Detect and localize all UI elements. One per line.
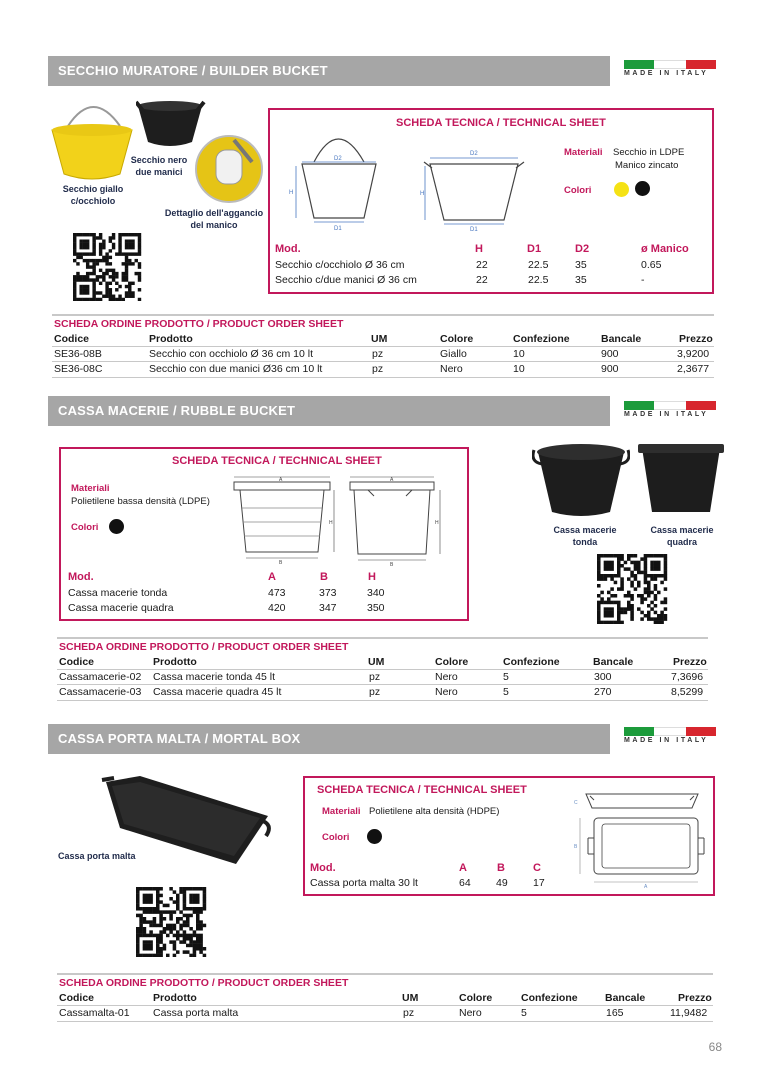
svg-text:A: A	[279, 477, 283, 483]
page-number: 68	[708, 1040, 722, 1054]
caption-black-bucket: Secchio nero due manici	[130, 155, 188, 177]
made-in-italy-flag: MADE IN ITALY	[624, 401, 716, 419]
section-title-rubble-bucket: CASSA MACERIE / RUBBLE BUCKET	[48, 396, 610, 426]
tech-header-d2: D2	[575, 243, 590, 255]
divider	[57, 973, 713, 975]
square-rubble-bucket-image	[636, 438, 726, 518]
materials-label: Materiali	[71, 483, 110, 494]
svg-text:A: A	[644, 884, 648, 888]
divider	[52, 314, 714, 316]
round-bucket-diagram	[288, 126, 388, 232]
materials-value: Polietilene alta densità (HDPE)	[369, 806, 500, 817]
qr-code-rubble[interactable]	[597, 554, 669, 624]
label-d2: D2	[334, 156, 342, 162]
colors-label: Colori	[71, 522, 99, 533]
svg-text:B: B	[574, 844, 578, 850]
mortar-box-diagram	[572, 788, 708, 888]
svg-text:C: C	[574, 800, 578, 806]
color-swatch-black	[635, 181, 650, 196]
made-in-italy-label: MADE IN ITALY	[624, 70, 709, 77]
section-title-builder-bucket: SECCHIO MURATORE / BUILDER BUCKET	[48, 56, 610, 86]
tech-header-a: A	[459, 862, 467, 874]
caption-square-rubble: Cassa macerie quadra	[650, 525, 714, 547]
made-in-italy-flag	[624, 60, 716, 78]
made-in-italy-flag: MADE IN ITALY	[624, 727, 716, 745]
tech-header-b: B	[497, 862, 505, 874]
materials-label: Materiali	[322, 806, 361, 817]
tech-header-c: C	[533, 862, 541, 874]
tech-header-d1: D1	[527, 243, 542, 255]
materials-value-1: Secchio in LDPE	[613, 147, 685, 158]
tech-header-a: A	[268, 571, 276, 583]
svg-text:D2: D2	[470, 151, 478, 157]
colors-label: Colori	[564, 185, 592, 196]
label-h: H	[289, 190, 294, 196]
svg-text:D1: D1	[470, 227, 478, 232]
caption-yellow-bucket: Secchio giallo c/occhiolo	[62, 184, 124, 206]
handle-detail-image	[194, 134, 264, 204]
svg-text:B: B	[390, 562, 394, 566]
caption-round-rubble: Cassa macerie tonda	[553, 525, 617, 547]
color-swatch-black	[109, 519, 124, 534]
tech-sheet-title: SCHEDA TECNICA / TECHNICAL SHEET	[172, 455, 382, 467]
tech-header-b: B	[320, 571, 328, 583]
caption-mortar-box: Cassa porta malta	[58, 851, 136, 861]
svg-text:H: H	[435, 520, 439, 526]
divider	[57, 637, 708, 639]
svg-text:H: H	[329, 520, 333, 526]
color-swatch-yellow	[614, 182, 629, 197]
tech-header-mod: Mod.	[275, 243, 301, 255]
color-swatch-black	[367, 829, 382, 844]
tech-header-h: H	[475, 243, 483, 255]
tech-header-mod: Mod.	[310, 862, 336, 874]
caption-handle-detail: Dettaglio dell'aggancio del manico	[164, 208, 264, 230]
materials-value-2: Manico zincato	[615, 160, 679, 171]
colors-label: Colori	[322, 832, 350, 843]
qr-code-builder[interactable]	[73, 233, 145, 301]
order-sheet-title: SCHEDA ORDINE PRODOTTO / PRODUCT ORDER SHEET	[59, 641, 349, 653]
tech-sheet-title: SCHEDA TECNICA / TECHNICAL SHEET	[317, 784, 527, 796]
tech-header-mod: Mod.	[68, 571, 94, 583]
svg-text:H: H	[420, 191, 425, 197]
materials-label: Materiali	[564, 147, 603, 158]
label-d1: D1	[334, 226, 342, 232]
square-rubble-diagram	[346, 474, 446, 566]
svg-text:A: A	[390, 477, 394, 483]
qr-code-mortar[interactable]	[136, 887, 208, 957]
round-rubble-diagram	[228, 474, 338, 566]
section-title-mortar-box: CASSA PORTA MALTA / MORTAL BOX	[48, 724, 610, 754]
order-sheet-title: SCHEDA ORDINE PRODOTTO / PRODUCT ORDER SHEET	[59, 977, 349, 989]
order-sheet-title: SCHEDA ORDINE PRODOTTO / PRODUCT ORDER SHEET	[54, 318, 344, 330]
round-rubble-bucket-image	[532, 438, 630, 520]
tech-header-h: H	[368, 571, 376, 583]
tech-sheet-title: SCHEDA TECNICA / TECHNICAL SHEET	[396, 117, 606, 129]
svg-text:B: B	[279, 560, 283, 566]
tech-header-handle: ø Manico	[641, 243, 689, 255]
two-handle-bucket-diagram	[420, 140, 530, 232]
materials-value: Polietilene bassa densità (LDPE)	[71, 496, 210, 507]
